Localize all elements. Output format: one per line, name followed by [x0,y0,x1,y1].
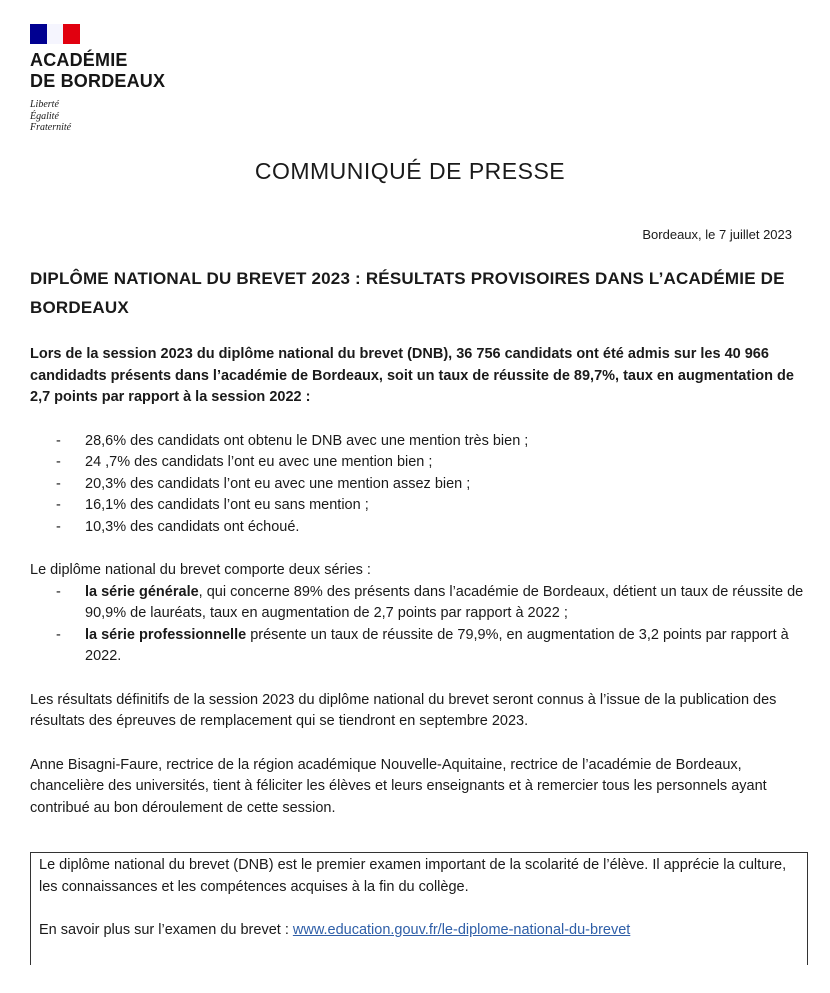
learn-more-label: En savoir plus sur l’examen du brevet : [39,921,293,938]
series-description: présente un taux de réussite de 79,9%, en augmentation de 3,2 points par rapport à 2022. [85,626,789,664]
org-name-line1: ACADÉMIE [30,50,128,70]
press-release-title: DIPLÔME NATIONAL DU BREVET 2023 : RÉSULTATS PROVISOIRES DANS L’ACADÉMIE DE BORDEAUX [30,269,785,317]
org-name-line2: DE BORDEAUX [30,71,166,91]
rectrice-paragraph: Anne Bisagni-Faure, rectrice de la région académique Nouvelle-Aquitaine, rectrice de l’académie de Bordeaux, chancelière des universités, tient à féliciter les élèves et leurs enseignants et à remercier tous les personnels ayant contribué au bon déroulement de cette session. [30,756,767,816]
learn-more-line [39,920,799,942]
mention-item: - 10,3% des candidats ont échoué. [30,517,806,539]
academie-logo [30,24,165,134]
press-release-body [30,344,806,819]
results-paragraph: Les résultats définitifs de la session 2023 du diplôme national du brevet seront connus à l’issue de la publication des résultats des épreuves de remplacement qui se tiendront en septembre 2023. [30,691,777,729]
intro-paragraph: Lors de la session 2023 du diplôme national du brevet (DNB), 36 756 candidats ont été admis sur les 40 966 candidadts présents dans l’académie de Bordeaux, soit un taux de réussite de 89,7%, taux en augmentation de 2,7 points par rapport à la session 2022 : [30,346,794,405]
dnb-info-link[interactable]: www.education.gouv.fr/le-diplome-national-du-brevet [292,921,631,938]
mentions-list [30,431,806,539]
mention-item: - 20,3% des candidats l’ont eu avec une mention assez bien ; [30,474,806,496]
info-box-text: Le diplôme national du brevet (DNB) est le premier examen important de la scolarité de l’élève. Il apprécie la culture, les connaissances et les compétences acquises à la fin du collège. [39,857,787,895]
series-name: la série générale [85,583,199,600]
motto-egalite: Égalité [30,110,59,122]
series-item-generale [30,582,806,625]
document-type-heading: COMMUNIQUÉ DE PRESSE [254,158,566,184]
french-flag-icon [30,24,80,44]
document-date: Bordeaux, le 7 juillet 2023 [642,227,792,242]
republic-motto [30,99,165,134]
mention-item: - 28,6% des candidats ont obtenu le DNB avec une mention très bien ; [30,431,806,453]
series-item-professionnelle [30,625,806,668]
mention-item: - 16,1% des candidats l’ont eu sans mention ; [30,495,806,517]
series-name: la série professionnelle [85,626,247,643]
info-box [30,852,808,965]
motto-fraternite: Fraternité [30,122,72,133]
series-description: , qui concerne 89% des présents dans l’académie de Bordeaux, détient un taux de réussite de 90,9% de lauréats, taux en augmentation de 2,7 points par rapport à 2022 ; [85,583,804,621]
motto-liberte: Liberté [30,99,59,110]
series-list [30,582,806,668]
org-name [30,50,165,92]
mention-item: - 24 ,7% des candidats l’ont eu avec une mention bien ; [30,452,806,474]
series-intro: Le diplôme national du brevet comporte deux séries : [30,562,371,578]
